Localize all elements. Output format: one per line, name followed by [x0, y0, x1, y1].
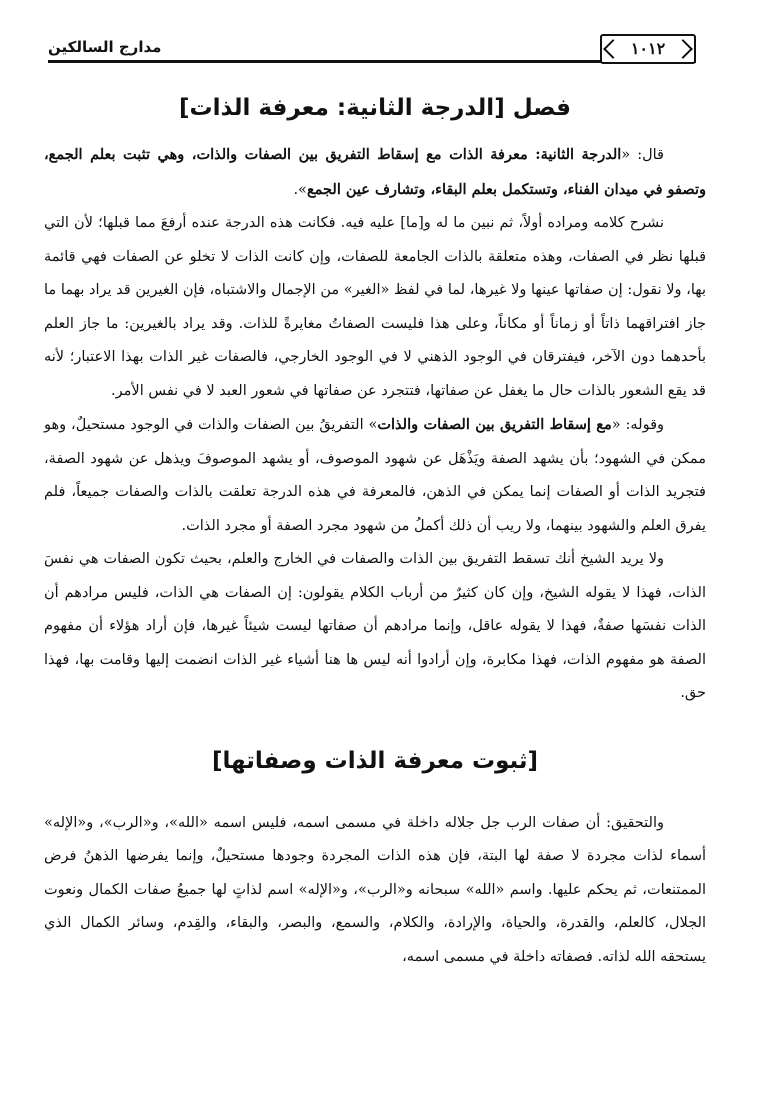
- page-body: [44, 82, 706, 974]
- second-quote-lead: وقوله: «: [611, 417, 665, 433]
- paragraph-investigation: والتحقيق: أن صفات الرب جل جلاله داخلة في مسمى اسمه، فليس اسمه «الله»، و«الرب»، و«الإله» أسماء لذات مجردة لا صفة لها البتة، فإن هذه الذات المجردة وجودها مستحيلٌ، وإنما يفرضها الذهنُ فرض الممتنعات، ثم يحكم عليها. واسم «الله» سبحانه و«الرب»، و«الإله» اسم لذاتٍ لها جميعُ صفات الكمال ونعوت الجلال، كالعلم، والقدرة، والحياة، والإرادة، والكلام، والسمع، والبصر، والبقاء، والقِدم، وسائر الكمال الذي يستحقه الله لذاته. فصفاته داخلة في مسمى اسمه،: [44, 814, 706, 965]
- paragraph-commentary: نشرح كلامه ومراده أولاً، ثم نبين ما له و[ما] عليه فيه. فكانت هذه الدرجة عنده أرفعَ مما قبلها؛ لأن التي قبلها نظر في الصفات، وهذه متعلقة بالذات الجامعة للصفات، وإن كانت الذات لا تخلو عن الصفات فهي قائمة بها، ولا نقول: إن صفاتها عينها ولا غيرها، لما في لفظ «الغير» من الإجمال والاشتباه، فإن الغيرين قد يراد بهما ما جاز افتراقهما ذاتاً أو زماناً أو مكاناً، وعلى هذا فليست الصفاتُ مغايرةً للذات. وقد يراد بالغيرين: ما جاز العلم بأحدهما دون الآخر، فيفترقان في الوجود الذهني لا في الوجود الخارجي، فالصفات غير الذات بهذا الاعتبار؛ لأنه قد يقع الشعور بالذات حال ما يغفل عن صفاتها، فتتجرد عن صفاتها في شعور العبد لا في نفس الأمر.: [44, 215, 706, 399]
- second-quoted-text: مع إسقاط التفريق بين الصفات والذات: [377, 416, 612, 433]
- quoted-text: الدرجة الثانية: معرفة الذات مع إسقاط التفريق بين الصفات والذات، وهي تثبت بعلم الجمع، وتصفو في ميدان الفناء، وتستكمل بعلم البقاء، وتشارف عين الجمع: [44, 146, 706, 198]
- paragraph-clarification: ولا يريد الشيخ أنك تسقط التفريق بين الذات والصفات في الخارج والعلم، بحيث تكون الصفات هي نفسَ الذات، فهذا لا يقوله الشيخ، وإن كان كثيرٌ من أرباب الكلام يقولون: إن الصفات هي الذات، فليس مرادهم أن الذات نفسَها صفةٌ، فهذا لا يقوله عاقل، وإنما مرادهم أن صفاتها ليست شيئاً غيرها، فإن أراد هؤلاء أن مفهوم الصفة هو مفهوم الذات، فهذا مكابرة، وإن أرادوا أنه ليس ها هنا أشياء غير الذات انضمت إليها وقامت بها، فهذا حق.: [44, 551, 706, 701]
- second-quote-rest: » التفريقُ بين الصفات والذات في الوجود مستحيلٌ، وهو ممكن في الشهود؛ بأن يشهد الصفة ويَذْهَل عن شهود الموصوف، أو يشهد الموصوفَ ويذهل عن شهود الصفة، فتجريد الذات أو الصفات إنما يمكن في الذهن، فالمعرفة في هذه الدرجة تعلقت بالذات والصفات جميعاً، فلم يفرق العلم والشهود بينهما، ولا ريب أن ذلك أكملُ من شهود مجرد الصفة أو مجرد الذات.: [44, 417, 706, 534]
- page-header: [48, 30, 696, 70]
- section-heading-1: فصل [الدرجة الثانية: معرفة الذات]: [179, 95, 571, 121]
- paragraph-quote: [44, 138, 706, 207]
- quote-close: ».: [293, 181, 307, 198]
- paragraph-second-quote: [44, 408, 706, 543]
- page-number: ١٠١٢: [600, 34, 696, 64]
- running-title: مدارج السالكين: [48, 38, 167, 56]
- quote-lead: قال: «: [621, 147, 664, 163]
- header-rule: [48, 60, 696, 63]
- section-heading-2: [ثبوت معرفة الذات وصفاتها]: [211, 747, 539, 774]
